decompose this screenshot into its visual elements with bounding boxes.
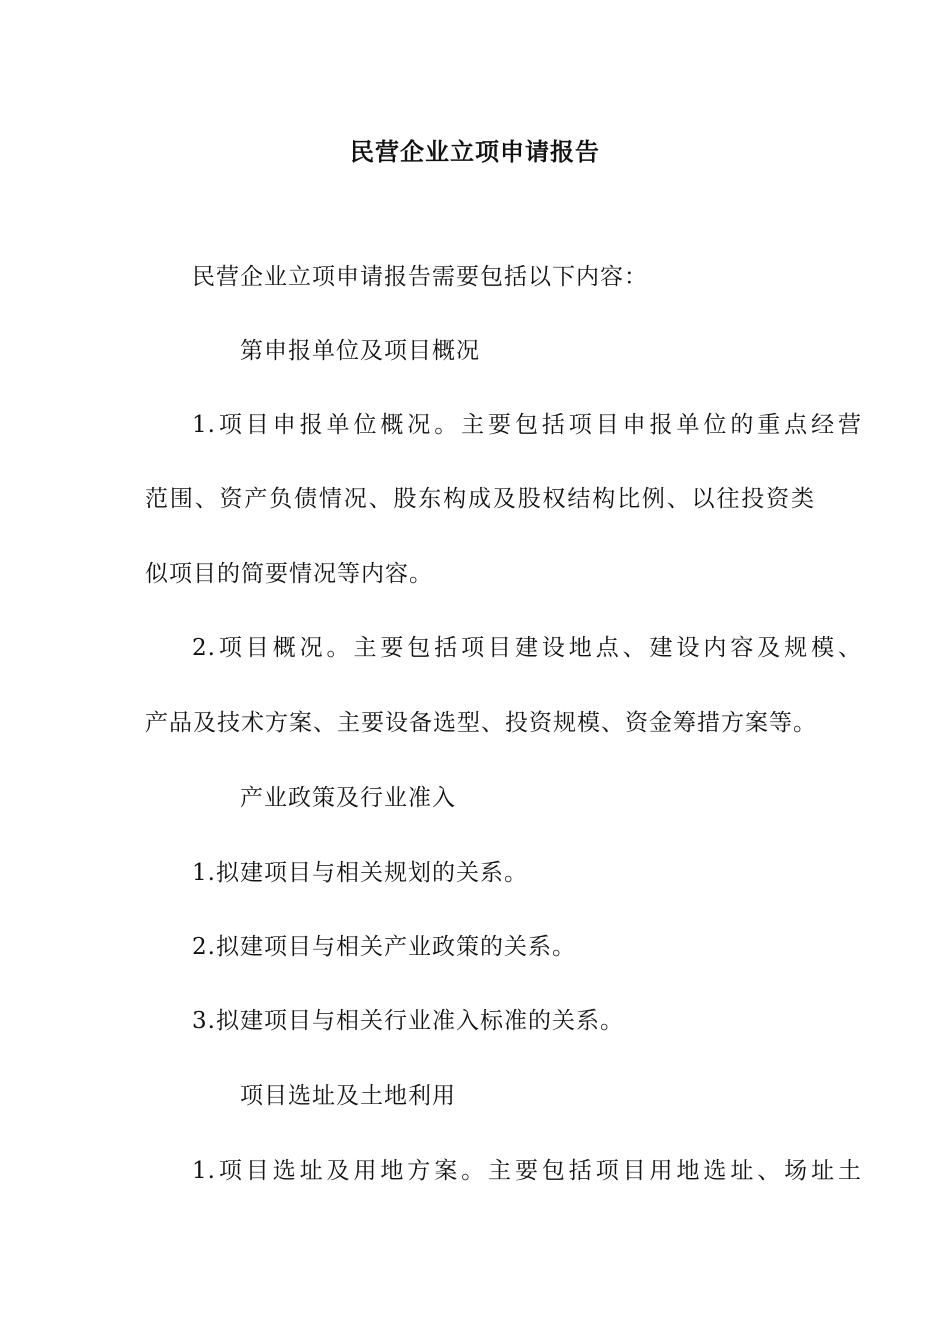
paragraph-line: 产品及技术方案、主要设备选型、投资规模、资金筹措方案等。	[145, 710, 817, 736]
list-item: 3.拟建项目与相关行业准入标准的关系。	[192, 1008, 624, 1034]
section-heading-applicant: 第申报单位及项目概况	[240, 338, 480, 364]
paragraph-line: 1.项目申报单位概况。主要包括项目申报单位的重点经营	[192, 412, 862, 438]
paragraph-line: 2.项目概况。主要包括项目建设地点、建设内容及规模、	[192, 635, 862, 661]
section-heading-site: 项目选址及土地利用	[240, 1083, 456, 1109]
paragraph-line: 范围、资产负债情况、股东构成及股权结构比例、以往投资类	[145, 486, 815, 512]
paragraph-line: 似项目的简要情况等内容。	[145, 561, 433, 587]
list-item: 2.拟建项目与相关产业政策的关系。	[192, 934, 576, 960]
intro-paragraph: 民营企业立项申请报告需要包括以下内容：	[192, 264, 648, 290]
document-title: 民营企业立项申请报告	[350, 137, 600, 166]
paragraph-line: 1.项目选址及用地方案。主要包括项目用地选址、场址土	[192, 1158, 862, 1184]
list-item: 1.拟建项目与相关规划的关系。	[192, 860, 528, 886]
section-heading-policy: 产业政策及行业准入	[240, 785, 456, 811]
